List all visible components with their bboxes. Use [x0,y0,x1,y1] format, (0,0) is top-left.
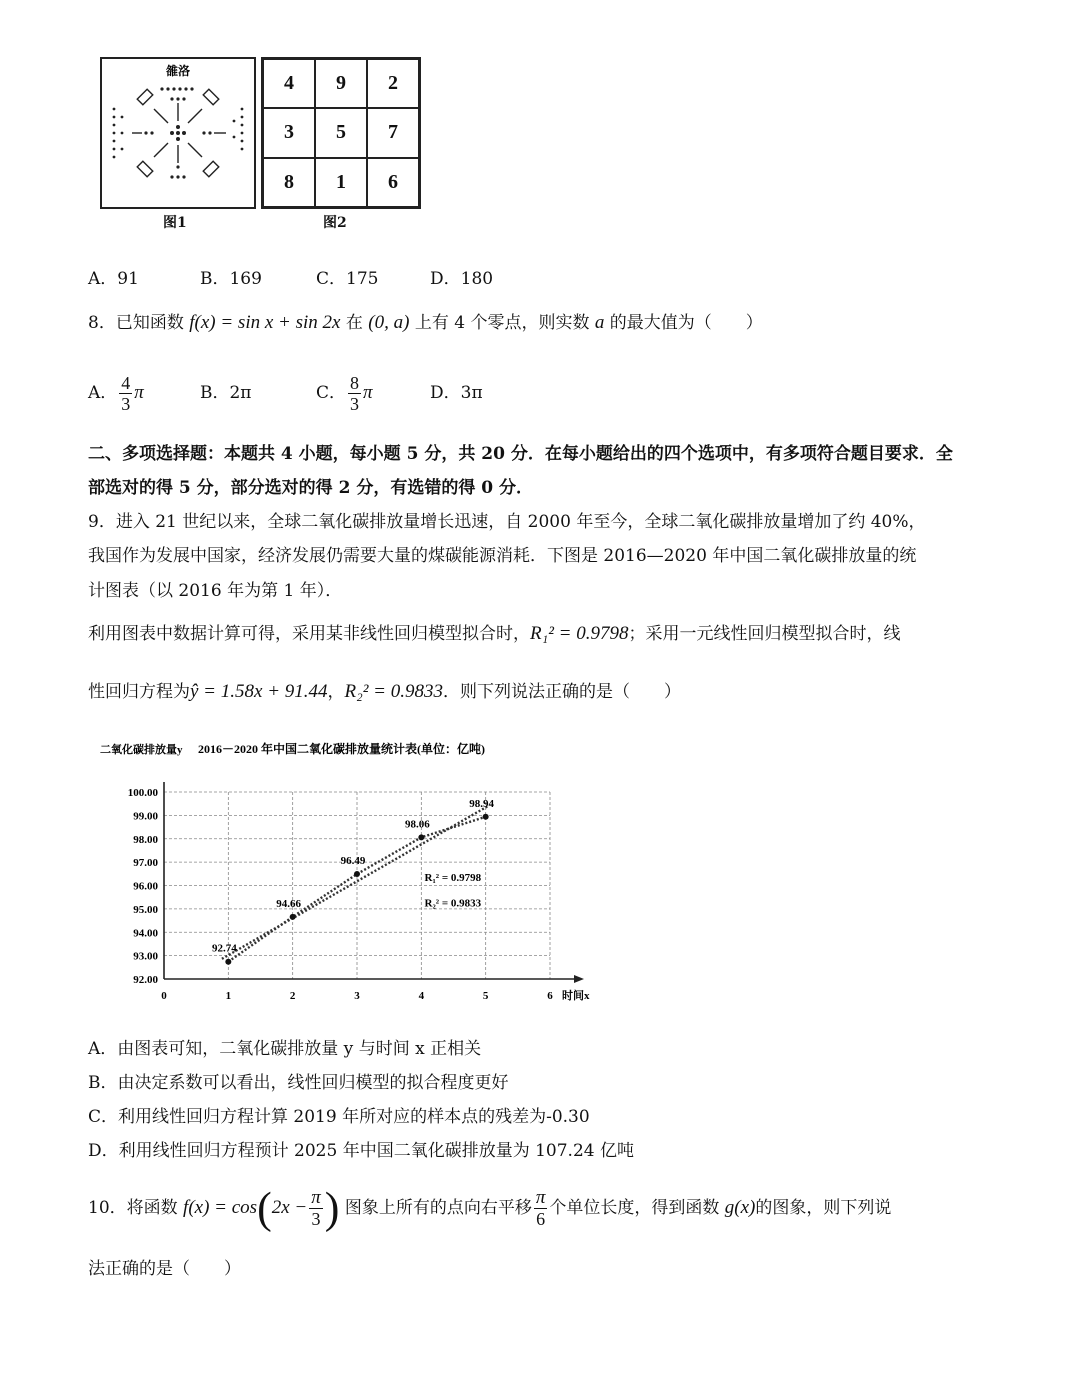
q8-option-c [316,368,373,418]
pi-symbol: π [363,382,373,403]
q10-stem [88,1180,891,1236]
x-tick-label: 5 [482,990,489,1002]
fraction-numerator: 8 [350,373,360,393]
q8-option-a [88,368,144,418]
q8-stem [88,310,763,336]
q8-option-c-label: C． [316,383,347,403]
q7-option-c: C．175 [316,269,379,289]
q9-option-c: C．利用线性回归方程计算 2019 年所对应的样本点的残差为-0.30 [88,1107,590,1127]
fraction-numerator: π [535,1187,546,1208]
q7-option-d: D．180 [430,269,494,289]
fraction-numerator: 4 [121,373,131,393]
section2-heading-line2: 部选对的得 5 分，部分选对的得 2 分，有选错的得 0 分． [88,478,533,498]
data-label: 94.66 [276,897,302,910]
figure1-caption: 图1 [163,215,187,231]
q9-r2-value: R₂² = 0.9833 [344,681,443,702]
chart-title: 2016－2020 年中国二氧化碳排放量统计表(单位：亿吨) [198,742,485,756]
chart-y-axis-label: 二氧化碳排放量y [100,744,183,756]
y-tick-label: 97.00 [133,857,158,870]
grid-cell: 9 [315,59,367,108]
q9-r1-value: R₁² = 0.9798 [530,623,629,644]
grid-cell: 6 [367,158,419,207]
x-tick-label: 1 [225,990,232,1002]
grid-cell: 5 [315,108,367,157]
q10-mid: 图象上所有的点向右平移 [344,1198,532,1218]
q10-pi-over-6 [534,1188,548,1229]
fraction-denominator: 3 [350,394,360,414]
q8-tail: 的最大值为（ ） [609,313,763,333]
q9-line2: 我国作为发展中国家，经济发展仍需要大量的煤碳能源消耗．下图是 2016—2020 年中国二氧化碳排放量的统 [88,546,917,566]
fraction-denominator: 3 [311,1209,321,1229]
x-tick-label: 4 [418,990,425,1002]
q9-separator: ， [327,682,345,702]
x-axis-arrow [574,975,584,983]
data-point [483,814,489,820]
q8-var: a [594,312,605,333]
y-tick-label: 98.00 [133,833,158,846]
y-tick-label: 95.00 [133,903,158,916]
q7-option-a: A．91 [88,269,139,289]
section2-heading-line1: 二、多项选择题：本题共 4 小题，每小题 5 分，共 20 分．在每小题给出的四个选项中，有多项符合题目要求．全 [88,444,953,464]
data-point [290,914,296,920]
y-tick-label: 99.00 [133,810,158,823]
q9-option-a: A．由图表可知，二氧化碳排放量 y 与时间 x 正相关 [88,1039,482,1059]
q9-line5 [88,679,681,705]
data-label: 98.06 [404,818,430,831]
co2-chart [98,737,618,1012]
magic-square-grid [261,57,421,209]
q10-line2: 法正确的是（ ） [88,1259,241,1279]
y-tick-label: 93.00 [133,950,158,963]
q7-option-b: B．169 [200,269,262,289]
grid-cell: 1 [315,158,367,207]
fraction-numerator: π [311,1187,321,1208]
left-paren: ( [257,1183,272,1233]
q9-option-b: B．由决定系数可以看出，线性回归模型的拟合程度更好 [88,1073,509,1093]
x-tick-label: 3 [354,990,360,1002]
co2-chart-svg [98,737,618,1012]
q9-line4 [88,621,900,647]
q10-argument: 2x − [271,1197,308,1218]
y-tick-label: 94.00 [133,927,158,940]
data-label: 98.94 [469,797,495,810]
q10-pi-over-3 [309,1188,323,1229]
grid-cell: 7 [367,108,419,157]
q8-option-c-fraction [348,373,361,414]
q8-prefix: 8．已知函数 [88,313,184,333]
grid-cell: 3 [263,108,315,157]
luoshu-title: 雒洛 [165,64,191,78]
data-label: 92.74 [211,942,237,955]
q9-line5-text-b: ．则下列说法正确的是（ ） [443,682,681,702]
pi-symbol: π [134,382,144,403]
q9-line5-text-a: 性回归方程为 [88,682,190,702]
x-tick-label: 0 [161,990,167,1002]
q8-option-d: D．3π [430,383,483,403]
q9-line1: 9．进入 21 世纪以来，全球二氧化碳排放量增长迅速，自 2000 年至今，全球二氧化碳排放量增加了约 40%， [88,512,926,532]
q9-regression-equation: ŷ = 1.58x + 91.44 [190,681,328,702]
q8-suffix: 上有 4 个零点，则实数 [414,313,590,333]
q10-function: f(x) = cos [183,1197,258,1218]
q10-prefix: 10．将函数 [88,1198,178,1218]
q9-line4-text-b: ；采用一元线性回归模型拟合时，线 [628,624,901,644]
figure2-caption: 图2 [323,215,347,231]
grid-cell: 4 [263,59,315,108]
series-label-linear: R₂² = 0.9833 [424,897,482,910]
q8-option-a-label: A． [88,383,118,403]
right-paren: ) [324,1183,340,1233]
q8-option-a-fraction [119,373,132,414]
q8-function: f(x) = sin x + sin 2x [189,312,341,333]
data-point [225,959,231,965]
q9-line3: 计图表（以 2016 年为第 1 年）． [88,581,343,601]
q10-tail2: 的图象，则下列说 [755,1198,892,1218]
x-tick-label: 2 [289,990,296,1002]
data-point [354,871,360,877]
grid-cell: 2 [367,59,419,108]
q8-option-b: B．2π [200,383,252,403]
fraction-denominator: 3 [121,394,131,414]
q10-g-function: g(x) [724,1197,756,1218]
fraction-denominator: 6 [536,1209,546,1229]
y-tick-label: 96.00 [133,880,158,893]
q9-line4-text-a: 利用图表中数据计算可得，采用某非线性回归模型拟合时， [88,624,530,644]
series-label-nonlinear: R₁² = 0.9798 [424,871,482,884]
x-tick-label: 6 [547,990,553,1002]
q10-tail: 个单位长度，得到函数 [549,1198,720,1218]
luoshu-figure [100,57,256,209]
q8-mid: 在 [345,313,363,333]
grid-cell: 8 [263,158,315,207]
q9-option-d: D．利用线性回归方程预计 2025 年中国二氧化碳排放量为 107.24 亿吨 [88,1141,634,1161]
y-tick-label: 100.00 [127,787,158,799]
q8-interval: (0, a) [368,312,410,333]
chart-x-axis-label: 时间x [562,990,590,1002]
y-tick-label: 92.00 [133,974,158,986]
luoshu-drawing [102,59,254,207]
data-point [418,834,424,840]
data-label: 96.49 [340,855,366,868]
